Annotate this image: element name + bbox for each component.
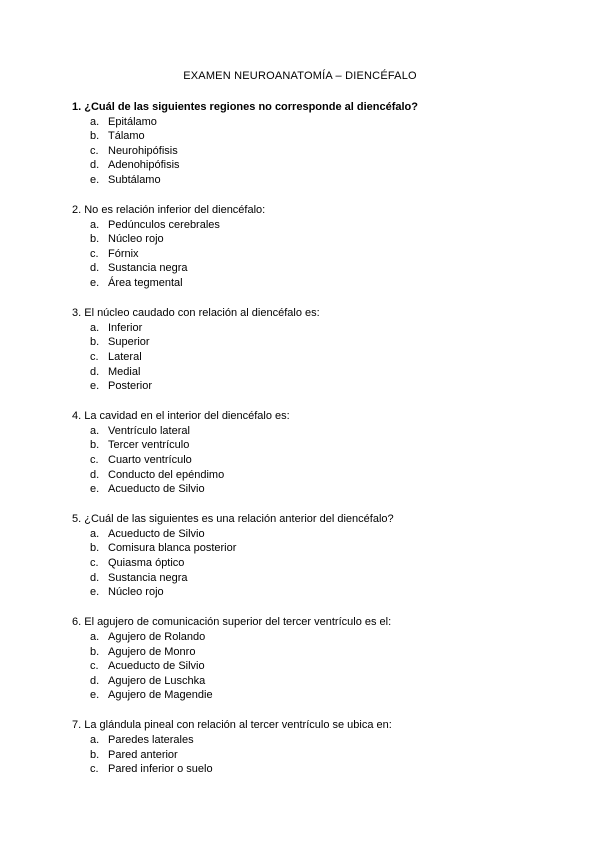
option-letter: a. — [90, 527, 100, 540]
option-item — [72, 438, 542, 453]
option-item — [72, 748, 542, 763]
option-text: Agujero de Monro — [108, 645, 196, 658]
question-text: 4. La cavidad en el interior del diencéfalo es: — [72, 410, 290, 423]
option-text: Paredes laterales — [108, 733, 194, 746]
option-item — [72, 468, 542, 483]
question-text: 5. ¿Cuál de las siguientes es una relación anterior del diencéfalo? — [72, 513, 394, 526]
option-text: Acueducto de Silvio — [108, 527, 205, 540]
option-letter: d. — [90, 262, 100, 275]
option-item — [72, 674, 542, 689]
option-text: Núcleo rojo — [108, 586, 164, 599]
option-item — [72, 247, 542, 262]
option-item — [72, 424, 542, 439]
option-item — [72, 688, 542, 703]
option-item — [72, 365, 542, 380]
option-letter: e. — [90, 277, 100, 290]
option-item — [72, 144, 542, 159]
option-item — [72, 261, 542, 276]
question-text: 1. ¿Cuál de las siguientes regiones no corresponde al diencéfalo? — [72, 101, 418, 113]
option-item — [72, 585, 542, 600]
option-letter: b. — [90, 336, 100, 349]
option-text: Sustancia negra — [108, 571, 188, 584]
option-letter: a. — [90, 115, 100, 128]
option-text: Adenohipófisis — [108, 159, 180, 172]
option-letter: a. — [90, 321, 100, 334]
option-item — [72, 556, 542, 571]
option-letter: e. — [90, 173, 100, 186]
option-item — [72, 115, 542, 130]
option-letter: b. — [90, 645, 100, 658]
option-item — [72, 173, 542, 188]
option-item — [72, 129, 542, 144]
option-item — [72, 733, 542, 748]
option-text: Ventrículo lateral — [108, 424, 190, 437]
option-text: Epitálamo — [108, 115, 157, 128]
options-list — [72, 218, 542, 291]
option-text: Fórnix — [108, 247, 139, 260]
option-text: Comisura blanca posterior — [108, 542, 237, 555]
option-item — [72, 645, 542, 660]
question-6 — [72, 615, 542, 703]
option-letter: e. — [90, 586, 100, 599]
option-letter: c. — [90, 453, 99, 466]
options-list — [72, 321, 542, 394]
option-text: Neurohipófisis — [108, 144, 178, 157]
option-text: Acueducto de Silvio — [108, 483, 205, 496]
question-3 — [72, 306, 542, 394]
question-text: 7. La glándula pineal con relación al tercer ventrículo se ubica en: — [72, 719, 392, 732]
option-letter: d. — [90, 468, 100, 481]
question-5 — [72, 512, 542, 600]
options-list — [72, 115, 542, 188]
question-2 — [72, 203, 542, 291]
option-item — [72, 276, 542, 291]
option-letter: a. — [90, 424, 100, 437]
option-letter: d. — [90, 159, 100, 172]
option-item — [72, 158, 542, 173]
option-text: Posterior — [108, 380, 153, 393]
options-list — [72, 424, 542, 497]
option-text: Medial — [108, 365, 141, 378]
option-text: Agujero de Magendie — [108, 689, 213, 702]
option-letter: d. — [90, 674, 100, 687]
question-4 — [72, 409, 542, 497]
option-item — [72, 232, 542, 247]
option-item — [72, 218, 542, 233]
option-text: Lateral — [108, 350, 142, 363]
option-text: Núcleo rojo — [108, 233, 164, 246]
option-item — [72, 527, 542, 542]
option-text: Cuarto ventrículo — [108, 453, 192, 466]
option-letter: a. — [90, 218, 100, 231]
option-text: Pedúnculos cerebrales — [108, 218, 220, 231]
option-letter: b. — [90, 748, 100, 761]
option-letter: d. — [90, 571, 100, 584]
question-1 — [72, 100, 542, 188]
option-letter: b. — [90, 130, 100, 143]
option-text: Agujero de Luschka — [108, 674, 206, 687]
question-text: 6. El agujero de comunicación superior del tercer ventrículo es el: — [72, 616, 392, 629]
option-item — [72, 762, 542, 777]
option-text: Tálamo — [108, 130, 145, 143]
option-item — [72, 571, 542, 586]
option-item — [72, 482, 542, 497]
option-item — [72, 321, 542, 336]
option-letter: a. — [90, 733, 100, 746]
question-7 — [72, 718, 542, 776]
option-letter: e. — [90, 689, 100, 702]
option-letter: b. — [90, 233, 100, 246]
option-letter: d. — [90, 365, 100, 378]
option-letter: c. — [90, 144, 99, 157]
question-text: 2. No es relación inferior del diencéfalo: — [72, 204, 266, 217]
option-text: Agujero de Rolando — [108, 630, 206, 643]
option-letter: c. — [90, 660, 99, 673]
option-text: Área tegmental — [108, 277, 183, 290]
option-letter: b. — [90, 439, 100, 452]
question-text: 3. El núcleo caudado con relación al diencéfalo es: — [72, 307, 320, 320]
option-letter: c. — [90, 763, 99, 776]
option-text: Superior — [108, 336, 150, 349]
option-text: Inferior — [108, 321, 143, 334]
option-text: Tercer ventrículo — [108, 439, 190, 452]
option-letter: c. — [90, 247, 99, 260]
option-item — [72, 659, 542, 674]
option-letter: a. — [90, 630, 100, 643]
options-list — [72, 630, 542, 703]
option-letter: c. — [90, 557, 99, 570]
option-text: Conducto del epéndimo — [108, 468, 225, 481]
option-letter: b. — [90, 542, 100, 555]
option-text: Subtálamo — [108, 173, 161, 186]
option-text: Sustancia negra — [108, 262, 188, 275]
option-item — [72, 379, 542, 394]
page-title: EXAMEN NEUROANATOMÍA – DIENCÉFALO — [183, 70, 417, 82]
options-list — [72, 527, 542, 600]
question-list — [72, 100, 542, 792]
option-letter: e. — [90, 380, 100, 393]
options-list — [72, 733, 542, 777]
option-item — [72, 350, 542, 365]
option-text: Quiasma óptico — [108, 557, 185, 570]
option-item — [72, 630, 542, 645]
option-text: Pared anterior — [108, 748, 178, 761]
option-item — [72, 453, 542, 468]
option-letter: e. — [90, 483, 100, 496]
option-text: Pared inferior o suelo — [108, 763, 213, 776]
option-text: Acueducto de Silvio — [108, 660, 205, 673]
option-letter: c. — [90, 350, 99, 363]
option-item — [72, 541, 542, 556]
option-item — [72, 335, 542, 350]
